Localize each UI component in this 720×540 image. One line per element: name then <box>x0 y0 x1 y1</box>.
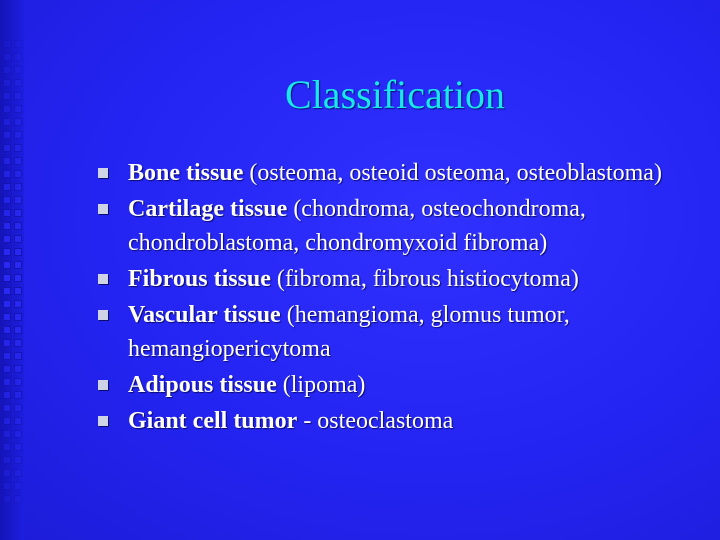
decorative-square <box>3 417 11 425</box>
decorative-square <box>3 261 11 269</box>
decorative-square <box>3 326 11 334</box>
decorative-square <box>3 287 11 295</box>
decorative-square <box>3 404 11 412</box>
square-bullet-icon <box>98 204 108 214</box>
decorative-square <box>14 391 22 399</box>
list-item <box>92 298 692 366</box>
decorative-square <box>3 378 11 386</box>
decorative-square <box>3 365 11 373</box>
decorative-square <box>14 326 22 334</box>
list-item <box>92 156 692 190</box>
item-detail: (hemangioma, glomus tumor, hemangiopericytoma <box>128 302 570 362</box>
item-term: Fibrous tissue <box>128 266 271 292</box>
decorative-square <box>14 339 22 347</box>
decorative-square <box>14 66 22 74</box>
decorative-square <box>14 235 22 243</box>
decorative-square <box>14 170 22 178</box>
decorative-square <box>3 235 11 243</box>
decorative-square <box>3 183 11 191</box>
decorative-square <box>14 417 22 425</box>
decorative-square <box>14 430 22 438</box>
decorative-square <box>14 378 22 386</box>
decorative-square <box>3 53 11 61</box>
square-bullet-icon <box>98 416 108 426</box>
decorative-square <box>14 456 22 464</box>
decorative-square <box>3 196 11 204</box>
decorative-square <box>14 40 22 48</box>
square-bullet-icon <box>98 274 108 284</box>
decorative-square <box>14 352 22 360</box>
decorative-square <box>14 53 22 61</box>
decorative-square <box>3 248 11 256</box>
decorative-square <box>3 300 11 308</box>
item-term: Vascular tissue <box>128 302 281 328</box>
item-detail: (fibroma, fibrous histiocytoma) <box>270 266 579 292</box>
decorative-square <box>14 222 22 230</box>
decorative-square <box>3 352 11 360</box>
list-item <box>92 262 692 296</box>
decorative-square <box>14 131 22 139</box>
decorative-square <box>14 196 22 204</box>
decorative-square <box>3 274 11 282</box>
decorative-square <box>14 404 22 412</box>
square-bullet-icon <box>98 310 108 320</box>
decorative-square <box>14 365 22 373</box>
square-bullet-icon <box>98 380 108 390</box>
left-decorative-strip <box>0 0 24 540</box>
decorative-square <box>14 443 22 451</box>
decorative-square <box>3 105 11 113</box>
item-detail: (lipoma) <box>276 372 366 398</box>
decorative-square <box>14 300 22 308</box>
decorative-square <box>14 79 22 87</box>
slide-title: Classification <box>285 72 505 117</box>
decorative-square <box>3 482 11 490</box>
item-term: Cartilage tissue <box>128 196 288 222</box>
decorative-square <box>3 391 11 399</box>
list-item <box>92 192 692 260</box>
list-item <box>92 404 692 438</box>
decorative-square <box>3 222 11 230</box>
decorative-square <box>3 40 11 48</box>
decorative-square <box>3 209 11 217</box>
decorative-square <box>14 274 22 282</box>
decorative-square <box>3 144 11 152</box>
decorative-square <box>14 105 22 113</box>
decorative-square <box>3 157 11 165</box>
decorative-square <box>14 118 22 126</box>
decorative-square <box>14 209 22 217</box>
decorative-square <box>3 118 11 126</box>
item-term: Bone tissue <box>128 160 244 186</box>
decorative-square <box>14 469 22 477</box>
decorative-square <box>3 79 11 87</box>
item-term: Adipous tissue <box>128 372 277 398</box>
decorative-square <box>14 157 22 165</box>
item-detail: (chondroma, osteochondroma, chondroblastoma, chondromyxoid fibroma) <box>128 196 586 256</box>
decorative-square <box>3 313 11 321</box>
decorative-square <box>14 144 22 152</box>
item-term: Giant cell tumor <box>128 408 298 434</box>
decorative-square <box>3 469 11 477</box>
decorative-square <box>3 339 11 347</box>
decorative-square <box>3 170 11 178</box>
decorative-square <box>3 443 11 451</box>
decorative-square <box>3 92 11 100</box>
list-item <box>92 368 692 402</box>
decorative-square <box>3 66 11 74</box>
item-detail: (osteoma, osteoid osteoma, osteoblastoma) <box>243 160 662 186</box>
square-bullet-icon <box>98 168 108 178</box>
decorative-square <box>14 287 22 295</box>
decorative-square <box>3 131 11 139</box>
decorative-square <box>14 92 22 100</box>
decorative-square <box>14 495 22 503</box>
decorative-square <box>3 430 11 438</box>
decorative-square <box>14 482 22 490</box>
decorative-square <box>14 248 22 256</box>
bullet-list <box>92 156 692 440</box>
decorative-square <box>14 313 22 321</box>
decorative-square <box>14 183 22 191</box>
decorative-square <box>3 495 11 503</box>
item-detail: - osteoclastoma <box>297 408 454 434</box>
decorative-square <box>3 456 11 464</box>
decorative-square <box>14 261 22 269</box>
